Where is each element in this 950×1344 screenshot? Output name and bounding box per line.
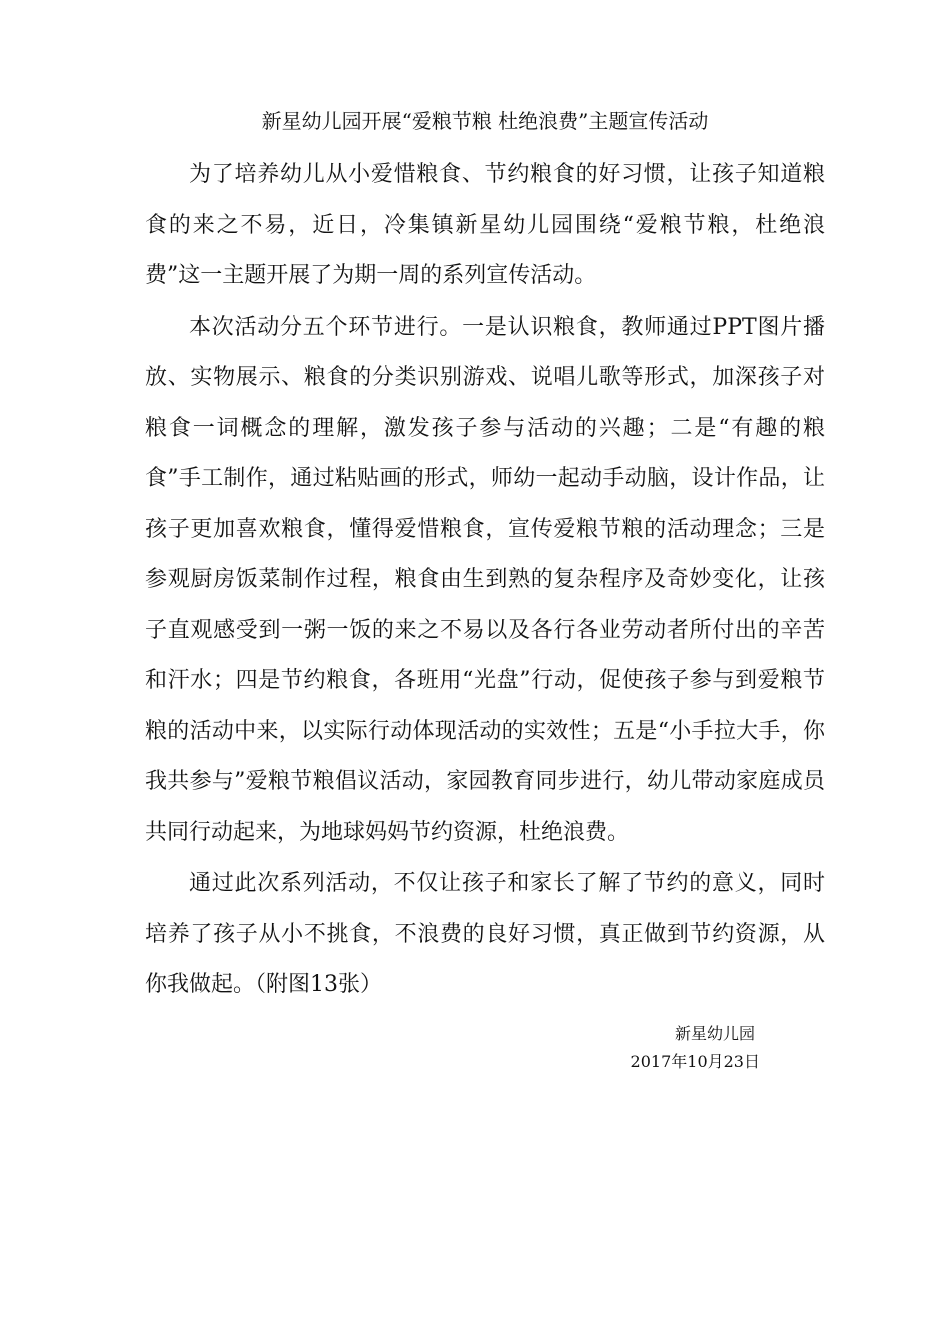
paragraph-activities: 本次活动分五个环节进行。一是认识粮食，教师通过PPT图片播放、实物展示、粮食的分类识别游戏、说唱儿歌等形式，加深孩子对粮食一词概念的理解，激发孩子参与活动的兴趣；二是“有趣的粮食”手工制作，通过粘贴画的形式，师幼一起动手动脑，设计作品，让孩子更加喜欢粮食，懂得爱惜粮食，宣传爱粮节粮的活动理念；三是参观厨房饭菜制作过程，粮食由生到熟的复杂程序及奇妙变化，让孩子直观感受到一粥一饭的来之不易以及各行各业劳动者所付出的辛苦和汗水；四是节约粮食，各班用“光盘”行动，促使孩子参与到爱粮节粮的活动中来，以实际行动体现活动的实效性；五是“小手拉大手，你我共参与”爱粮节粮倡议活动，家园教育同步进行，幼儿带动家庭成员共同行动起来，为地球妈妈节约资源，杜绝浪费。 [145,314,825,845]
document-body [145,150,825,1012]
signature-organization: 新星幼儿园 [674,1024,755,1043]
signature-date: 2017年10月23日 [630,1052,760,1071]
document-title: 新星幼儿园开展“爱粮节粮 杜绝浪费”主题宣传活动 [261,109,709,133]
paragraph-intro: 为了培养幼儿从小爱惜粮食、节约粮食的好习惯，让孩子知道粮食的来之不易，近日，冷集镇新星幼儿园围绕“爱粮节粮，杜绝浪费”这一主题开展了为期一周的系列宣传活动。 [145,162,825,288]
paragraph-conclusion: 通过此次系列活动，不仅让孩子和家长了解了节约的意义，同时培养了孩子从小不挑食，不浪费的良好习惯，真正做到节约资源，从你我做起。（附图13张） [145,871,825,997]
signature-block [631,1020,760,1076]
